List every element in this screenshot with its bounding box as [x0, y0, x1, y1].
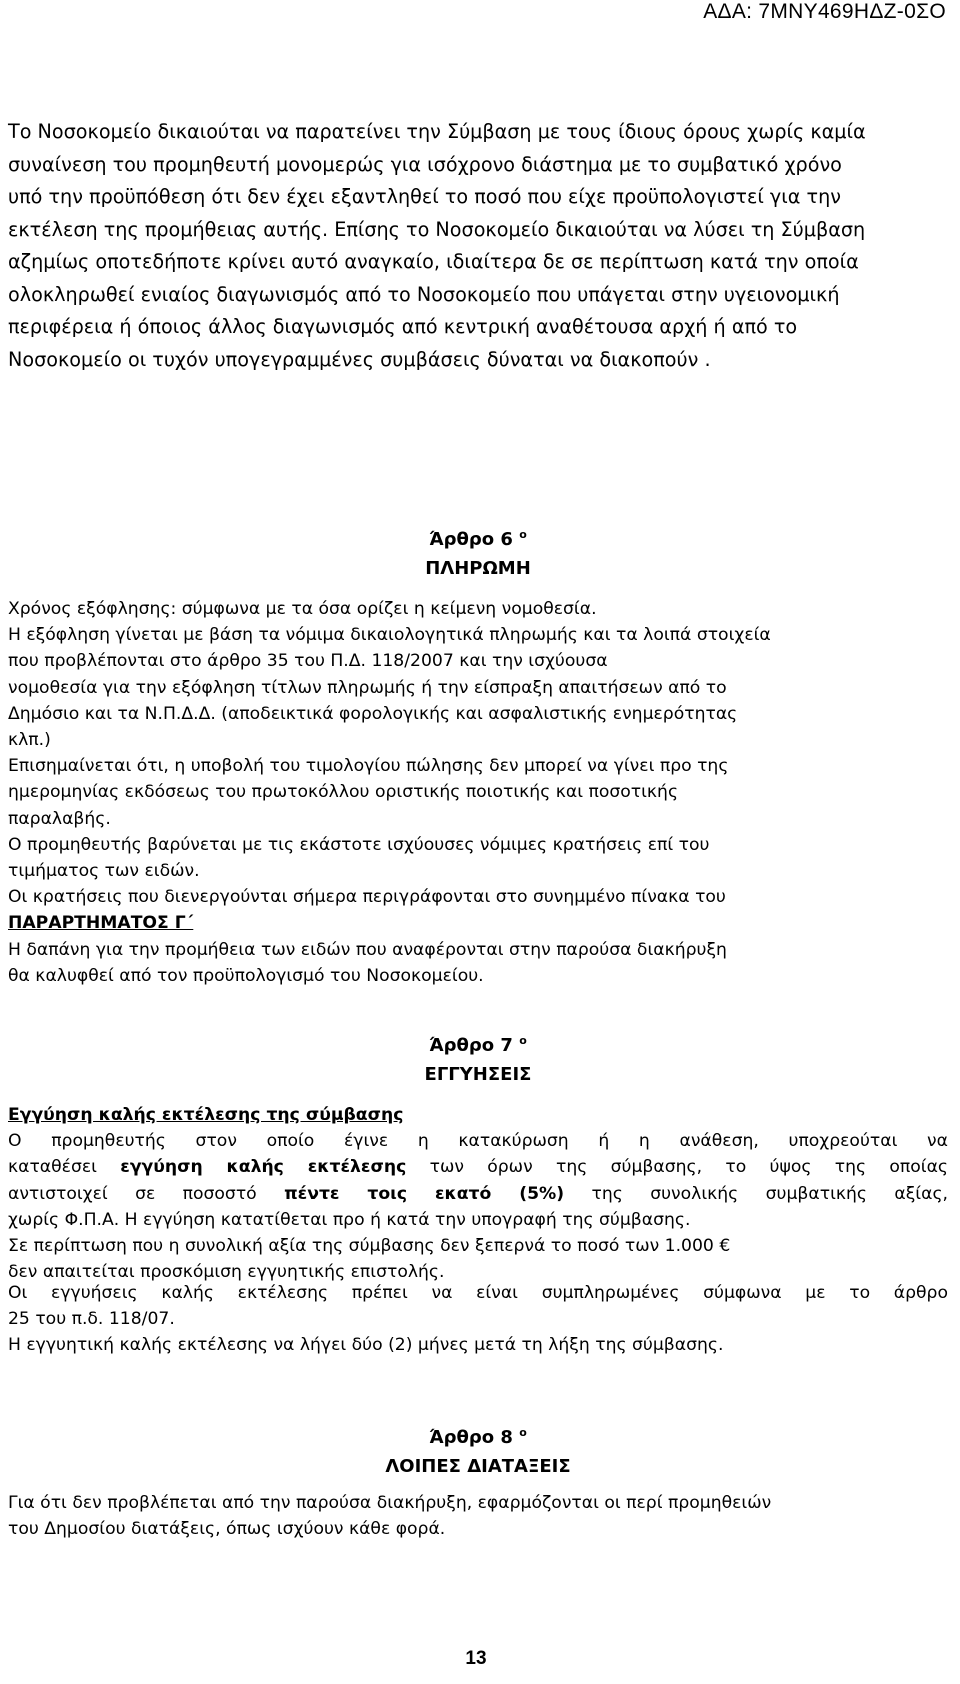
- text-line: Η εξόφληση γίνεται με βάση τα νόμιμα δικαιολογητικά πληρωμής και τα λοιπά στοιχεία: [8, 625, 771, 646]
- intro-paragraph: [8, 116, 948, 376]
- article-7-title: Άρθρο 7 $^o$: [429, 1034, 527, 1056]
- text-line: Επισημαίνεται ότι, η υποβολή του τιμολογίου πώλησης δεν μπορεί να γίνει προ της: [8, 756, 729, 777]
- page-number: 13: [465, 1648, 487, 1669]
- text-line: εκτέλεση της προμήθειας αυτής. Επίσης το Νοσοκομείο δικαιούται να λύσει τη Σύμβαση: [8, 217, 866, 241]
- section-title: Εγγύηση καλής εκτέλεσης της σύμβασης: [8, 1105, 404, 1125]
- ada-code: ΑΔΑ: 7ΜΝΥ469ΗΔΖ-0ΣΟ: [703, 0, 946, 23]
- text-line: τιμήματος των ειδών.: [8, 861, 200, 882]
- article-7-subtitle: ΕΓΓΥΗΣΕΙΣ: [424, 1064, 532, 1085]
- text-line: περιφέρεια ή όποιος άλλος διαγωνισμός από κεντρική αναθέτουσα αρχή ή από το: [8, 315, 798, 338]
- text-line: του Δημοσίου διατάξεις, όπως ισχύουν κάθε φορά.: [8, 1519, 446, 1540]
- text-line: νομοθεσία για την εξόφληση τίτλων πληρωμής ή την είσπραξη απαιτήσεων από το: [8, 677, 727, 698]
- text-line: 25 του π.δ. 118/07.: [8, 1309, 175, 1330]
- text-line: Χρόνος εξόφλησης: σύμφωνα με τα όσα ορίζει η κείμενη νομοθεσία.: [8, 599, 597, 619]
- article-8: [8, 1418, 948, 1481]
- text-line: Οι κρατήσεις που διενεργούνται σήμερα περιγράφονται στο συνημμένο πίνακα του: [8, 887, 726, 908]
- text-line: ημερομηνίας εκδόσεως του πρωτοκόλλου οριστικής ποιοτικής και ποσοτικής: [8, 782, 679, 803]
- text-line: που προβλέπονται στο άρθρο 35 του Π.Δ. 118/2007 και την ισχύουσα: [8, 651, 608, 672]
- text-line: Η εγγυητική καλής εκτέλεσης να λήγει δύο (2) μήνες μετά τη λήξη της σύμβασης.: [8, 1335, 724, 1356]
- article-8-title: Άρθρο 8 $^o$: [429, 1426, 527, 1448]
- text-line: Οι εγγυήσεις καλής εκτέλεσης πρέπει να είναι συμπληρωμένες σύμφωνα με το άρθρο: [8, 1283, 948, 1303]
- text-line: αζημίως οποτεδήποτε κρίνει αυτό αναγκαίο, ιδιαίτερα δε σε περίπτωση κατά την οποία: [8, 250, 859, 273]
- text-line: ολοκληρωθεί ενιαίος διαγωνισμός από το Νοσοκομείο που υπάγεται στην υγειονομική: [8, 282, 840, 306]
- article-6: [8, 520, 948, 583]
- text-line: παραλαβής.: [8, 808, 111, 829]
- article-8-body: [8, 1490, 948, 1542]
- text-line: Νοσοκομείο οι τυχόν υπογεγραμμένες συμβάσεις δύναται να διακοπούν .: [8, 347, 711, 371]
- text-line: Ο προμηθευτής βαρύνεται με τις εκάστοτε ισχύουσες νόμιμες κρατήσεις επί του: [8, 834, 710, 855]
- text-line: συναίνεση του προμηθευτή μονομερώς για ισόχρονο διάστημα με το συμβατικό χρόνο: [8, 152, 842, 176]
- text-line: αντιστοιχεί σε ποσοστό πέντε τοις εκατό (5%) της συνολικής συμβατικής αξίας,: [8, 1183, 948, 1204]
- text-line: Για ότι δεν προβλέπεται από την παρούσα διακήρυξη, εφαρμόζονται οι περί προμηθειών: [8, 1493, 772, 1513]
- article-6-body: [8, 596, 948, 989]
- text-line: Το Νοσοκομείο δικαιούται να παρατείνει την Σύμβαση με τους ίδιους όρους χωρίς καμία: [8, 120, 866, 143]
- article-7: [8, 1026, 948, 1089]
- text-line: δεν απαιτείται προσκόμιση εγγυητικής επιστολής.: [8, 1262, 445, 1283]
- text-line: καταθέσει εγγύηση καλής εκτέλεσης των όρων της σύμβασης, το ύψος της οποίας: [8, 1157, 948, 1178]
- article-7-guarantee-terms: [8, 1280, 948, 1359]
- article-6-title: Άρθρο 6 $^o$: [429, 528, 527, 550]
- article-8-subtitle: ΛΟΙΠΕΣ ΔΙΑΤΑΞΕΙΣ: [385, 1456, 571, 1477]
- text-line: Ο προμηθευτής στον οποίο έγινε η κατακύρωση ή η ανάθεση, υποχρεούται να: [8, 1131, 948, 1152]
- text-line: υπό την προϋπόθεση ότι δεν έχει εξαντληθεί το ποσό που είχε προϋπολογιστεί για την: [8, 185, 841, 208]
- text-line: Δημόσιο και τα Ν.Π.Δ.Δ. (αποδεικτικά φορολογικής και ασφαλιστικής ενημερότητας: [8, 703, 738, 724]
- annex-reference: ΠΑΡΑΡΤΗΜΑΤΟΣ Γ΄: [8, 913, 194, 934]
- article-6-subtitle: ΠΛΗΡΩΜΗ: [425, 558, 531, 579]
- text-line: κλπ.): [8, 730, 51, 751]
- text-line: Σε περίπτωση που η συνολική αξία της σύμβασης δεν ξεπερνά το ποσό των 1.000 €: [8, 1236, 731, 1257]
- text-line: Η δαπάνη για την προμήθεια των ειδών που αναφέρονται στην παρούσα διακήρυξη: [8, 939, 727, 960]
- text-line: θα καλυφθεί από τον προϋπολογισμό του Νοσοκομείου.: [8, 965, 484, 986]
- article-7-body: [8, 1102, 948, 1285]
- text-line: χωρίς Φ.Π.Α. Η εγγύηση κατατίθεται προ ή κατά την υπογραφή της σύμβασης.: [8, 1209, 691, 1230]
